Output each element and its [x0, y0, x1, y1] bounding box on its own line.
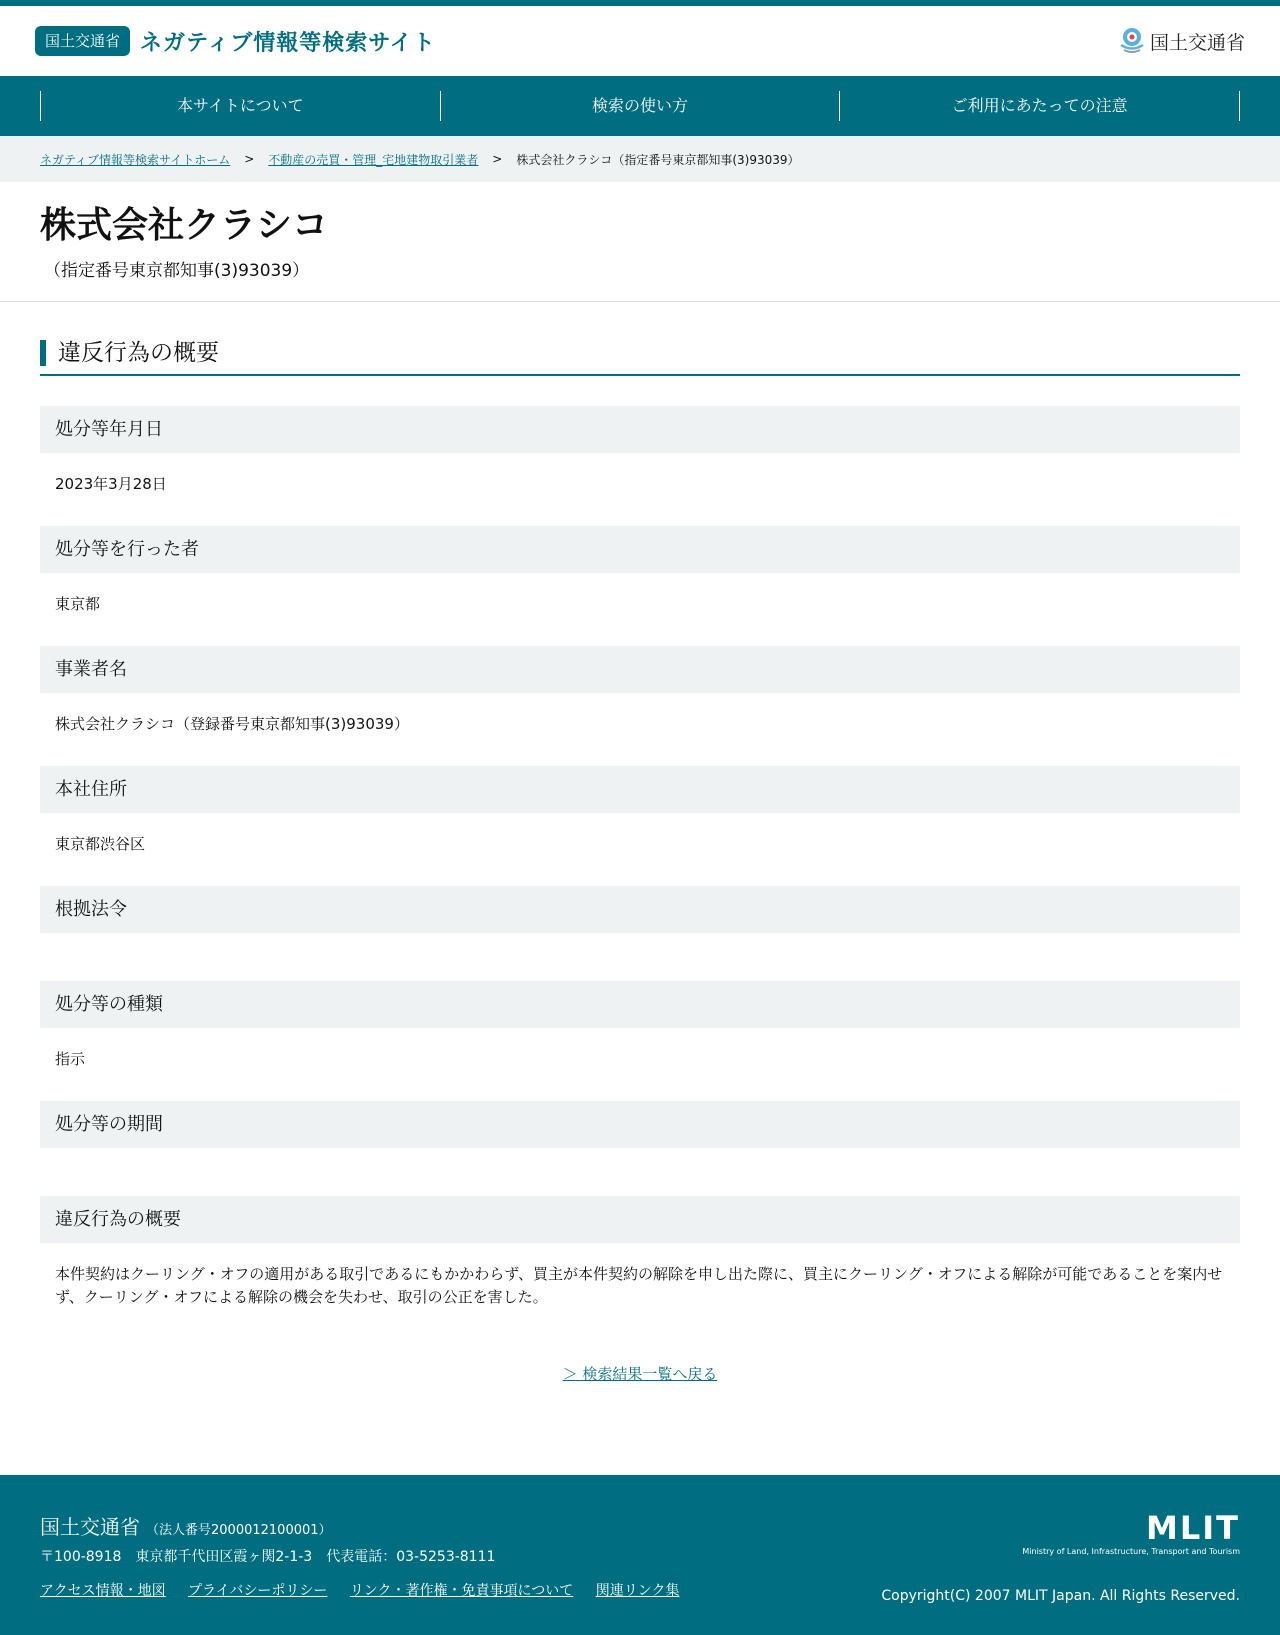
- field-value: 2023年3月28日: [55, 475, 167, 493]
- field-head-office: [40, 766, 1240, 856]
- field-label: 処分等の種類: [40, 981, 1240, 1028]
- ministry-badge: 国土交通省: [35, 26, 130, 56]
- field-label: 処分等年月日: [40, 406, 1240, 453]
- back-to-results-link[interactable]: ＞ 検索結果一覧へ戻る: [562, 1365, 718, 1383]
- field-value: 東京都: [55, 595, 101, 613]
- field-value: 株式会社クラシコ（登録番号東京都知事(3)93039）: [55, 715, 409, 733]
- field-authority: [40, 526, 1240, 616]
- ministry-emblem-icon: [1118, 26, 1146, 56]
- nav-item-notes[interactable]: ご利用にあたっての注意: [839, 91, 1240, 121]
- mlit-logo: MLIT: [1146, 1509, 1240, 1547]
- field-label: 処分等の期間: [40, 1101, 1240, 1148]
- footer-link-copyright[interactable]: リンク・著作権・免責事項について: [349, 1583, 574, 1599]
- site-brand[interactable]: [35, 26, 436, 57]
- main-content: [0, 302, 1280, 1384]
- field-label: 処分等を行った者: [40, 526, 1240, 573]
- footer-link-related[interactable]: 関連リンク集: [595, 1583, 680, 1599]
- field-label: 根拠法令: [40, 886, 1240, 933]
- field-value: 指示: [55, 1050, 86, 1068]
- footer-address: 〒100-8918 東京都千代田区霞ヶ関2-1-3 代表電話：03-5253-8111: [40, 1549, 496, 1565]
- field-disposition-type: [40, 981, 1240, 1071]
- site-footer: [0, 1475, 1280, 1635]
- footer-copyright: Copyright(C) 2007 MLIT Japan. All Rights Reserved.: [881, 1588, 1240, 1604]
- field-value: 東京都渋谷区: [55, 835, 146, 853]
- back-link-area: [40, 1363, 1240, 1384]
- site-title: ネガティブ情報等検索サイト: [140, 30, 436, 56]
- breadcrumb-separator: >: [244, 152, 255, 166]
- field-value: [40, 933, 1240, 951]
- breadcrumb-current: 株式会社クラシコ（指定番号東京都知事(3)93039）: [516, 152, 800, 167]
- nav-item-how-to-search[interactable]: 検索の使い方: [440, 91, 840, 121]
- breadcrumb-category-link[interactable]: 不動産の売買・管理_宅地建物取引業者: [268, 152, 479, 167]
- page-subtitle: （指定番号東京都知事(3)93039）: [44, 261, 310, 281]
- field-label: 違反行為の概要: [40, 1196, 1240, 1243]
- main-nav: [0, 76, 1280, 136]
- breadcrumb-home-link[interactable]: ネガティブ情報等検索サイトホーム: [40, 152, 231, 167]
- field-disposition-period: [40, 1101, 1240, 1166]
- field-value: 本件契約はクーリング・オフの適用がある取引であるにもかかわらず、買主が本件契約の解除を申し出た際に、買主にクーリング・オフによる解除が可能であることを案内せず、クーリング・オフによる解除の機会を失わせ、取引の公正を害した。: [55, 1265, 1223, 1306]
- footer-link-access[interactable]: アクセス情報・地図: [40, 1583, 166, 1599]
- page-title: 株式会社クラシコ: [40, 205, 329, 246]
- field-label: 事業者名: [40, 646, 1240, 693]
- footer-org-name: 国土交通省: [40, 1515, 140, 1539]
- field-value: [40, 1148, 1240, 1166]
- breadcrumb-separator: >: [492, 152, 503, 166]
- site-header: [0, 6, 1280, 76]
- field-date: [40, 406, 1240, 496]
- field-legal-basis: [40, 886, 1240, 951]
- breadcrumb: [0, 136, 1280, 182]
- footer-link-privacy[interactable]: プライバシーポリシー: [188, 1583, 328, 1599]
- field-violation-summary: [40, 1196, 1240, 1309]
- mlit-logo-subtitle: Ministry of Land, Infrastructure, Transport and Tourism: [1022, 1547, 1240, 1556]
- nav-item-about[interactable]: 本サイトについて: [40, 91, 440, 121]
- page-title-area: [0, 182, 1280, 302]
- field-label: 本社住所: [40, 766, 1240, 813]
- ministry-logo[interactable]: [1118, 26, 1245, 56]
- ministry-logo-text: 国土交通省: [1149, 31, 1245, 54]
- section-heading: 違反行為の概要: [40, 340, 1240, 366]
- section-divider: [40, 374, 1240, 376]
- field-business-name: [40, 646, 1240, 736]
- footer-corp-number: （法人番号2000012100001）: [146, 1523, 332, 1538]
- footer-right: [881, 1509, 1240, 1604]
